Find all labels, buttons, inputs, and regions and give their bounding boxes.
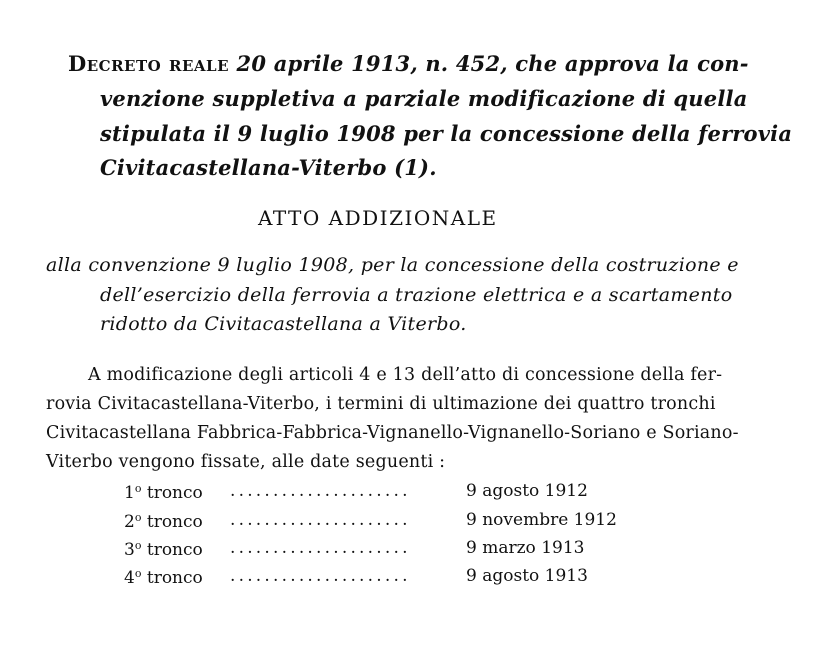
section-heading: ATTO ADDIZIONALE	[258, 206, 498, 230]
schedule-label: tronco	[146, 483, 203, 503]
schedule-num: 1	[124, 483, 135, 503]
decree-line-2: venzione suppletiva a parziale modificazione di quella	[100, 86, 748, 111]
schedule-date-1: 9 agosto 1912	[466, 481, 588, 501]
schedule-label: tronco	[146, 568, 203, 588]
decree-line-4: Civitacastellana-Viterbo (1).	[100, 155, 437, 180]
schedule-row-2	[124, 512, 203, 531]
decree-line-1	[68, 53, 749, 74]
schedule-row-3	[124, 540, 203, 559]
schedule-row-4	[124, 568, 203, 587]
schedule-num: 2	[124, 512, 135, 532]
body-line-3: Civitacastellana Fabbrica-Fabbrica-Vignanello-Vignanello-Soriano e Soriano-	[46, 423, 739, 443]
schedule-dots-3: .....................	[230, 538, 411, 558]
schedule-dots-2: .....................	[230, 510, 411, 530]
body-line-4: Viterbo vengono fissate, alle date seguenti :	[46, 452, 446, 472]
subheading-line-1: alla convenzione 9 luglio 1908, per la concessione della costruzione e	[46, 254, 739, 276]
schedule-date-3: 9 marzo 1913	[466, 538, 585, 558]
schedule-dots-1: .....................	[230, 481, 411, 501]
schedule-num: 4	[124, 568, 135, 588]
schedule-num: 3	[124, 540, 135, 560]
schedule-label: tronco	[146, 512, 203, 532]
decree-prefix: Decreto reale	[68, 51, 230, 76]
subheading-line-3: ridotto da Civitacastellana a Viterbo.	[100, 313, 467, 335]
schedule-row-1	[124, 483, 203, 502]
schedule-date-2: 9 novembre 1912	[466, 510, 617, 530]
schedule-label: tronco	[146, 540, 203, 560]
decree-line-1-text: 20 aprile 1913, n. 452, che approva la con-	[229, 51, 749, 76]
subheading-line-2: dell’esercizio della ferrovia a trazione elettrica e a scartamento	[100, 284, 733, 306]
schedule-sup: o	[134, 539, 142, 552]
schedule-dots-4: .....................	[230, 566, 411, 586]
body-line-1: A modificazione degli articoli 4 e 13 dell’atto di concessione della fer-	[88, 365, 723, 385]
schedule-date-4: 9 agosto 1913	[466, 566, 588, 586]
body-line-2: rovia Civitacastellana-Viterbo, i termini di ultimazione dei quattro tronchi	[46, 394, 716, 414]
schedule-sup: o	[134, 567, 142, 580]
schedule-sup: o	[134, 511, 142, 524]
schedule-sup: o	[134, 482, 142, 495]
decree-line-3: stipulata il 9 luglio 1908 per la concessione della ferrovia	[100, 121, 793, 146]
